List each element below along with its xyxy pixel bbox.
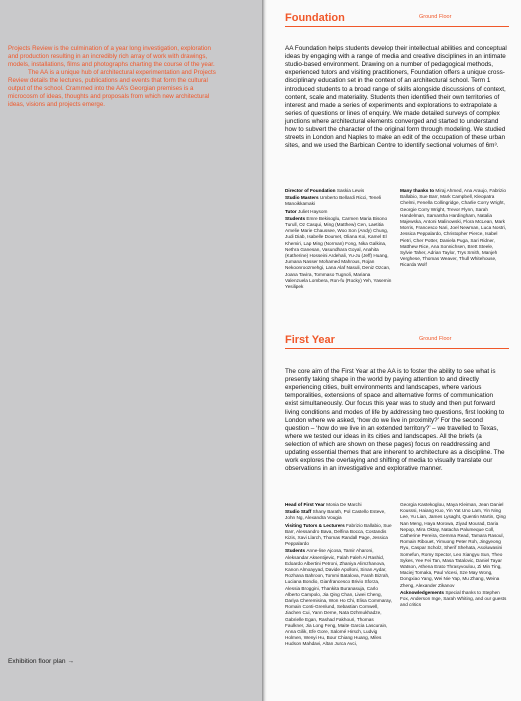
credit-entry: [285, 209, 392, 215]
credit-entry: [285, 548, 392, 647]
credit-entry: [285, 188, 392, 194]
intro-paragraph-1: Projects Review is the culmination of a year long investigation, exploration and production resulting in an incredibly rich array of work with drawings, models, installations, films and photographs charting the course of the year.: [8, 45, 215, 69]
credit-label: Visiting Tutors & Lecturers: [285, 522, 347, 528]
credit-text: Miraj Ahmed, Ana Araujo, Fabrizio Ballabio, Sue Barr, Mark Campbell, Kleopatra Chelmi, Fenella Collingridge, Charlie Corry Wright, Georgie Corry Wright, Trevor Flynn, Sarah Handelman, Samantha Hardingham, Natalia Majewska, Antoni Malinowski, Flora McLean, Mark Morris, Francesco Nari, Joel Newman, Luca Nostri, Jessica Peppalardo, Christopher Pierce, Isabel Pietri, Cher Potter, Daniela Puga, Sari Ridner, Matthew Rice, Ana Sonnichsen, Brett Steele, Sylvie Taher, Adrian Taylor, Trys Smith, Manjeh Verghese, Thomas Weaver, Thull Whitehouse, Ricarda Wolf: [400, 188, 507, 268]
foundation-body: AA Foundation helps students develop their intellectual abilities and conceptual ideas by engaging with a range of media and creative disciplines in an intimate studio-based environment. Drawing on a number of pedagogical methods, experienced tutors and visiting practitioners, Foundation offers a unique cross-disciplinary education set in the context of an architectural school. Term 1 introduced students to a broad range of skills alongside discussions of context, content, scale and materiality. Students then identified their own territories of interest and made a series of experiments and explorations to extrapolate a series of questions or lines of enquiry. We made detailed surveys of complex junctions where architectural elements converged and started to understand how to subvert the character of the original form through modeling. We studied streets in London and Naples to make an edit of the occupation of these urban sites, and we used the Barbican Centre to identify sectional volumes of 6m³.: [285, 45, 507, 150]
credit-label: Many thanks to: [400, 188, 436, 193]
credit-entry: [285, 523, 392, 548]
credit-text: Georgia Kastekoglou, Maya Kleiman, Jean Daniel Kousssi, Haiang Kuo, Yin Yat Uno Lam, Yin Ning Lee, Yu Lian, James Lysaght, Quentin Martin, Qing Nan Meng, Haya Morowa, Ziyad Mourad, Daria Nepop, Mira Oktay, Natacha Palumeque Coll, Catherine Pereira, Gemma Read, Tamara Rasoul, Romain Ribouet, Yimuong Peter Roh, Jingyeong Ryu, Caspar Scholz, Sherif Shehata, Asoluwasini Somefun, Romy Spector, Leo Xiangyu Sun, Theo Sykes, Yee Fei Tan, Masa Tatalovic, Daniel Tayar Watson, Athena Erato Thrasyvoulou, Zi Min Ting, Maciej Tomaka, Paul Vicesi, Sze May Wong, Dongxiao Yang, Wei Nie Yap, Mu Zhang, Weina Zheng, Alexander Zikanov: [400, 502, 506, 588]
credit-text: Shany Barath, Pol Castello Esteve, John Ng, Alexandra Vougia: [285, 509, 386, 521]
intro-paragraph-2: The AA is a unique hub of architectural experimentation and Projects Review details the lectures, publications and events that form the cultural output of the school. Crammed into the AA’s Georgian premises is a microcosm of ideas, thoughts and proposals from which new architectural ideas, visions and projects emerge.: [8, 69, 216, 109]
credit-label: Studio Masters: [285, 195, 320, 201]
credit-text: Fabrizio Ballabio, Sue Barr, Alessandro Bava, Delfina Bocca, Costandis Kizis, Xavi Llarch, Thomas Randall Page, Jessica Peppalardo: [285, 522, 392, 547]
right-page: [267, 0, 521, 701]
first-year-credits-left: [285, 502, 392, 649]
credit-entry: [400, 590, 507, 609]
credit-entry: [285, 216, 392, 290]
intro-text: [8, 45, 220, 110]
credit-text: Umberto Bellardi Ricci, Teneli Manoikkamaki: [285, 195, 382, 207]
first-year-credits: [285, 502, 507, 649]
credit-label: Students: [285, 548, 307, 554]
credit-text: Anne-lise Ajcosa, Tamir Aharoni, Aleksandar Aksentijevic, Falah Faleh Al Rashid, Edoardo Albertini Petroni, Zhaniya Alimzhanova, Kanon Almoayyad, Davide Apolloni, Sinan Aydar, Rozhana Bahroon, Tommi Batalova, Farah Bizrah, Luciana Bondio, Gianfrancesco Brivio Sforza, Alessia Broggini, Thankita Buranasuja, Carlo Alberto Campolo, Jia Qing Chan, Liwei Cheng, Dariya Cheremisina, Won Ho Chi, Elisa Commaray, Romain Conti-Grenlund, Sebastian Cornwell, Jiachen Cui, Yann Deme, Nata Dzhmukhadze, Gabrielle Egan, Rashad Fakhouri, Thomas Faulkner, Jia Long Feng, Maite Garcia Lascurain, Anna Gilik, Efe Gore, Salomé Hirsch, Ludvig Holmen, Wenyi Hu, Bour Chiang Huang, Miles Hudson Mahdavi, Altan Jurca Avci,: [285, 548, 392, 647]
credit-text: Juliet Haysom: [297, 208, 328, 214]
credit-entry: [285, 509, 392, 521]
credit-text: Special thanks to Stephen Fox, Anderson Inge, Sarah Whiting, and our guests and critics: [400, 589, 507, 608]
credit-label: Director of Foundation: [285, 188, 337, 193]
foundation-credits-right: [400, 188, 507, 291]
foundation-title: Foundation: [285, 12, 345, 24]
first-year-body: The core aim of the First Year at the AA is to foster the ability to see what is presently taking shape in the world by paying attention to and directly experiencing cities, built environments and landscapes, where various temporalities, extensions of space and alternative forms of communication exist simultaneously. Our focus this year was to study and then put forward living conditions and modes of life by addressing two questions, first looking to London where we asked, ‘how do we live in proximity?’ For the second question – ‘how do we live in an extended territory?’ – we travelled to Texas, where we tested our ideas in its cities and landscapes. All the briefs (a selection of which are shown on these pages) focus on readdressing and updating essential themes that are inherent to architecture as a discipline. The work explores the overlaying and shifting of media to visually translate our observations in an investigative and explorative manner.: [285, 368, 505, 473]
credit-entry: [285, 502, 392, 508]
credit-label: Students: [285, 215, 307, 221]
first-year-header: [285, 334, 509, 349]
credit-label: Acknowledgements: [400, 589, 446, 595]
credit-entry: [400, 502, 507, 589]
credit-label: Studio Staff: [285, 509, 313, 515]
credit-label: Tutor: [285, 208, 298, 214]
foundation-credits-left: [285, 188, 392, 291]
first-year-floor-label: Ground Floor: [419, 336, 452, 342]
first-year-credits-right: [400, 502, 507, 649]
credit-text: Saskia Lewis: [336, 188, 365, 193]
foundation-floor-label: Ground Floor: [419, 14, 452, 20]
credit-text: Monia De Marchi: [326, 502, 362, 507]
credit-label: Head of First Year: [285, 502, 327, 507]
foundation-credits: [285, 188, 507, 291]
foundation-header: [285, 12, 509, 27]
credit-entry: [285, 195, 392, 207]
credit-entry: [400, 188, 507, 269]
credit-text: Emre Bekisoglu, Carmen Maria Bisono Turull, Oz Casqui, Ming (Matthew) Cen, Laetitia Amelie Marie Chaussee, Woo Son (Andy) Chung, Judi Diab, Isabelle Doumet, Oliana Koi, Kamel El Khemiri, Lap Ming (Norman) Fong, Nika Galkina, Nethra Ganesan, Vasundhara Goyal, Anahita (Katherine) Hosseini Ardehali, Yu-Ju (Jeff) Huang, Jumana Nasser Mohamed Mahrous, Rojan Nekoonroozmehgi, Lana Alaf Nasuli, Deniz Ozcan, Joana Tavira, Tommaso Tugnoli, Mariana Valenzuela Lombera, Ron-fu (Rocky) Yeh, Yasemin Yesilipek: [285, 215, 392, 290]
first-year-title: First Year: [285, 334, 335, 346]
exhibition-floor-plan-link[interactable]: Exhibition floor plan →: [8, 658, 74, 665]
